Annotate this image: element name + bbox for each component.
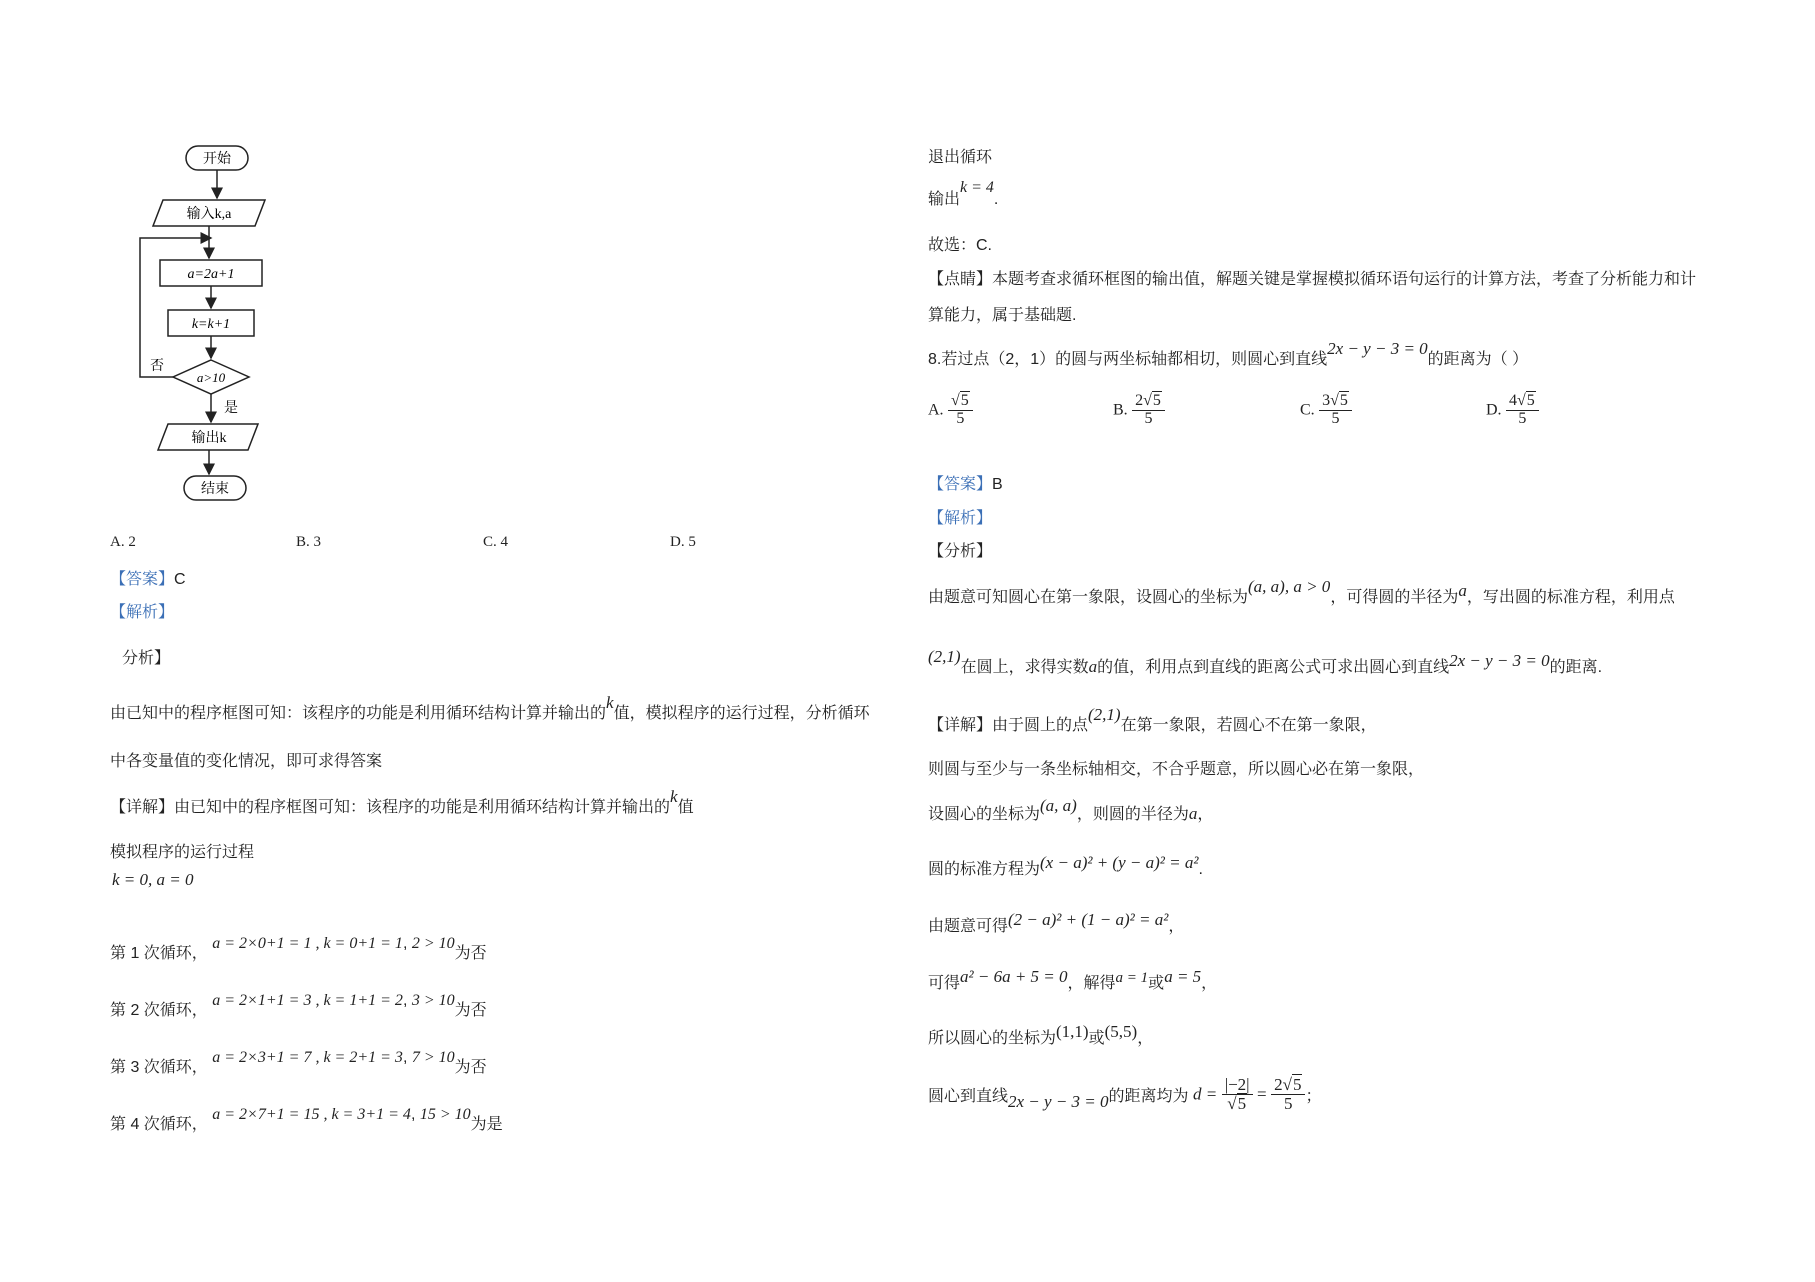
q7-fenxi-heading: 分析】 [122, 650, 171, 667]
math-line: 2x − y − 3 = 0 [1008, 1091, 1109, 1111]
text: 值 [677, 799, 694, 816]
option-fraction: $\frac{2√5}{5}$ [1132, 393, 1165, 428]
option-fraction: $\frac{√5}{5}$ [948, 393, 973, 428]
math: (5,5) [1104, 1022, 1138, 1041]
q8-detail-line1 [928, 705, 1377, 735]
math: a² − 6a + 5 = 0 [960, 967, 1068, 986]
text: ，写出圆的标准方程，利用点 [1466, 589, 1675, 606]
math: a = 1 [1115, 970, 1149, 986]
text: ， [1197, 806, 1214, 823]
distance-fraction-2: $\frac{2√5}{5}$ [1271, 1076, 1305, 1113]
q7-answer [110, 566, 186, 589]
q8-option-b [1113, 393, 1165, 428]
q8-option-a [928, 393, 973, 428]
option-label: A. [928, 401, 944, 419]
loop-cmp: 15 > 10 [419, 1106, 471, 1123]
text: 值，模拟程序的运行过程，分析循环 [613, 705, 870, 722]
q7-option-a: A. 2 [110, 534, 136, 550]
text: ，则圆的半径为 [1076, 806, 1189, 823]
q7-option-d: D. 5 [670, 534, 696, 550]
loop-cmp: 2 > 10 [411, 935, 455, 952]
text: 的距离为（ ） [1427, 351, 1529, 368]
text: 圆的标准方程为 [928, 861, 1041, 878]
text: 或 [1088, 1030, 1105, 1047]
loop-expr: a = 2×0+1 = 1 , k = 0+1 = 1 [212, 935, 403, 952]
var-a: a [1458, 581, 1467, 600]
var-a: a [1188, 804, 1198, 823]
q8-option-d [1486, 393, 1539, 428]
loop-result: 为是 [470, 1116, 503, 1133]
answer-value: C [174, 571, 186, 588]
text: 或 [1148, 975, 1165, 992]
flow-step1-label: a=2a+1 [187, 267, 235, 282]
math: = [1257, 1084, 1267, 1104]
text: 所以圆心的坐标为 [928, 1030, 1057, 1047]
q8-detail-line8 [928, 1076, 1321, 1113]
math-line: 2x − y − 3 = 0 [1327, 339, 1428, 358]
loop-result: 为否 [454, 945, 487, 962]
q8-detail-line5: 由题意可得(2 − a)² + (1 − a)² = a²， [928, 910, 1185, 935]
text: 的距离均为 [1108, 1087, 1189, 1105]
q7-option-c: C. 4 [483, 534, 509, 550]
q8-detail-line4: 圆的标准方程为(x − a)² + (y − a)² = a². [928, 853, 1203, 878]
option-label: B. [1113, 401, 1128, 419]
answer-value: B [992, 476, 1003, 493]
q7-analysis-tag: 【解析】 [110, 604, 175, 621]
q8-detail-line6: 可得a² − 6a + 5 = 0，解得a = 1或a = 5， [928, 967, 1218, 992]
text: ； [1305, 1087, 1322, 1105]
q7-dianjing-line2: 算能力，属于基础题. [928, 307, 1077, 324]
option-fraction: $\frac{4√5}{5}$ [1506, 393, 1539, 428]
q7-initial-values: k = 0, a = 0 [112, 870, 194, 889]
q7-detail-line [110, 787, 694, 817]
q8-detail-line7: 所以圆心的坐标为(1,1)或(5,5)， [928, 1022, 1154, 1047]
q7-loop-4: 第 4 次循环， a = 2×7+1 = 15 , k = 3+1 = 4, 15 > 10为是 [110, 1106, 503, 1133]
math: (x − a)² + (y − a)² = a² [1040, 853, 1199, 872]
math-line: 2x − y − 3 = 0 [1449, 651, 1550, 670]
loop-label: 第 3 次循环， [110, 1059, 208, 1076]
var-k: k [670, 787, 678, 806]
q7-exit-loop: 退出循环 [928, 149, 993, 166]
text: ，可得圆的半径为 [1330, 589, 1459, 606]
q7-analysis-line1 [110, 693, 870, 723]
math: (2 − a)² + (1 − a)² = a² [1008, 910, 1169, 929]
text: 8.若过点（2，1）的圆与两坐标轴都相切，则圆心到直线 [928, 351, 1328, 368]
loop-label: 第 1 次循环， [110, 945, 208, 962]
option-label: D. [1486, 401, 1502, 419]
q7-loop-1: 第 1 次循环， a = 2×0+1 = 1 , k = 0+1 = 1, 2 > 10为否 [110, 935, 487, 962]
loop-result: 为否 [454, 1059, 487, 1076]
q8-analysis-line1 [928, 577, 1675, 607]
text: 【详解】由已知中的程序框图可知：该程序的功能是利用循环结构计算并输出的 [110, 799, 671, 816]
answer-tag: 【答案】 [110, 571, 175, 588]
q8-detail-line2: 则圆与至少与一条坐标轴相交，不合乎题意，所以圆心必在第一象限， [928, 761, 1425, 778]
math: (a, a), a > 0 [1248, 577, 1331, 596]
q7-simulation-heading: 模拟程序的运行过程 [110, 844, 255, 861]
text: 由题意可得 [928, 918, 1009, 935]
text: 在圆上，求得实数 [960, 659, 1089, 676]
text: 在第一象限，若圆心不在第一象限， [1120, 717, 1377, 734]
text: 由题意可知圆心在第一象限，设圆心的坐标为 [928, 589, 1249, 606]
loop-expr: a = 2×7+1 = 15 , k = 3+1 = 4 [212, 1106, 411, 1123]
text: 圆心到直线 [928, 1087, 1009, 1105]
math: (2,1) [928, 647, 961, 666]
q8-fenxi-heading: 【分析】 [928, 543, 993, 560]
math: (2,1) [1088, 705, 1121, 724]
q7-option-b: B. 3 [296, 534, 322, 550]
q8-option-c [1300, 393, 1352, 428]
flow-decision-label: a>10 [196, 370, 226, 385]
flow-yes-label: 是 [224, 401, 238, 416]
answer-tag: 【答案】 [928, 476, 993, 493]
loop-cmp: 3 > 10 [411, 992, 455, 1009]
loop-label: 第 4 次循环， [110, 1116, 208, 1133]
loop-result: 为否 [454, 1002, 487, 1019]
flow-output-label: 输出k [191, 431, 227, 446]
var-a: a [1088, 657, 1098, 676]
math: d = [1193, 1084, 1218, 1104]
text: 可得 [928, 975, 961, 992]
option-fraction: $\frac{3√5}{5}$ [1319, 393, 1352, 428]
q7-loop-2: 第 2 次循环， a = 2×1+1 = 3 , k = 1+1 = 2, 3 > 10为否 [110, 992, 487, 1019]
text: ，解得 [1067, 975, 1116, 992]
math: k = 4 [960, 179, 994, 196]
q8-stem [928, 339, 1529, 369]
q8-analysis-tag: 【解析】 [928, 510, 993, 527]
flow-input-label: 输入k,a [186, 207, 232, 222]
math: (a, a) [1040, 796, 1077, 815]
q7-loop-3: 第 3 次循环， a = 2×3+1 = 7 , k = 2+1 = 3, 7 > 10为否 [110, 1049, 487, 1076]
math: (1,1) [1056, 1022, 1089, 1041]
flow-start-label: 开始 [203, 152, 231, 167]
flow-step2-label: k=k+1 [191, 317, 231, 332]
q7-analysis-line2: 中各变量值的变化情况，即可求得答案 [110, 753, 383, 770]
loop-cmp: 7 > 10 [411, 1049, 455, 1066]
loop-expr: a = 2×3+1 = 7 , k = 2+1 = 3 [212, 1049, 403, 1066]
q7-output-line: 输出k = 4. [928, 179, 999, 208]
text: 的距离. [1549, 659, 1603, 676]
text: 由已知中的程序框图可知：该程序的功能是利用循环结构计算并输出的 [110, 705, 607, 722]
option-label: C. [1300, 401, 1315, 419]
q8-detail-line3 [928, 796, 1214, 824]
flowchart [130, 140, 290, 510]
var-k: k [606, 693, 614, 712]
math: a = 5 [1164, 967, 1202, 986]
loop-expr: a = 2×1+1 = 3 , k = 1+1 = 2 [212, 992, 403, 1009]
q7-dianjing-line1: 【点睛】本题考查求循环框图的输出值，解题关键是掌握模拟循环语句运行的计算方法，考查了分析能力和计 [928, 271, 1697, 288]
text: 设圆心的坐标为 [928, 806, 1041, 823]
flow-end-label: 结束 [201, 482, 229, 497]
text: 【详解】由于圆上的点 [928, 717, 1089, 734]
loop-label: 第 2 次循环， [110, 1002, 208, 1019]
text: 的值，利用点到直线的距离公式可求出圆心到直线 [1097, 659, 1450, 676]
q8-answer [928, 471, 1003, 494]
q8-analysis-line2 [928, 647, 1603, 677]
flow-no-label: 否 [150, 359, 164, 374]
text: 输出 [928, 191, 961, 208]
distance-fraction-1: $\frac{|-2|}{√5}$ [1222, 1076, 1253, 1113]
q7-choice: 故选：C. [928, 237, 993, 254]
